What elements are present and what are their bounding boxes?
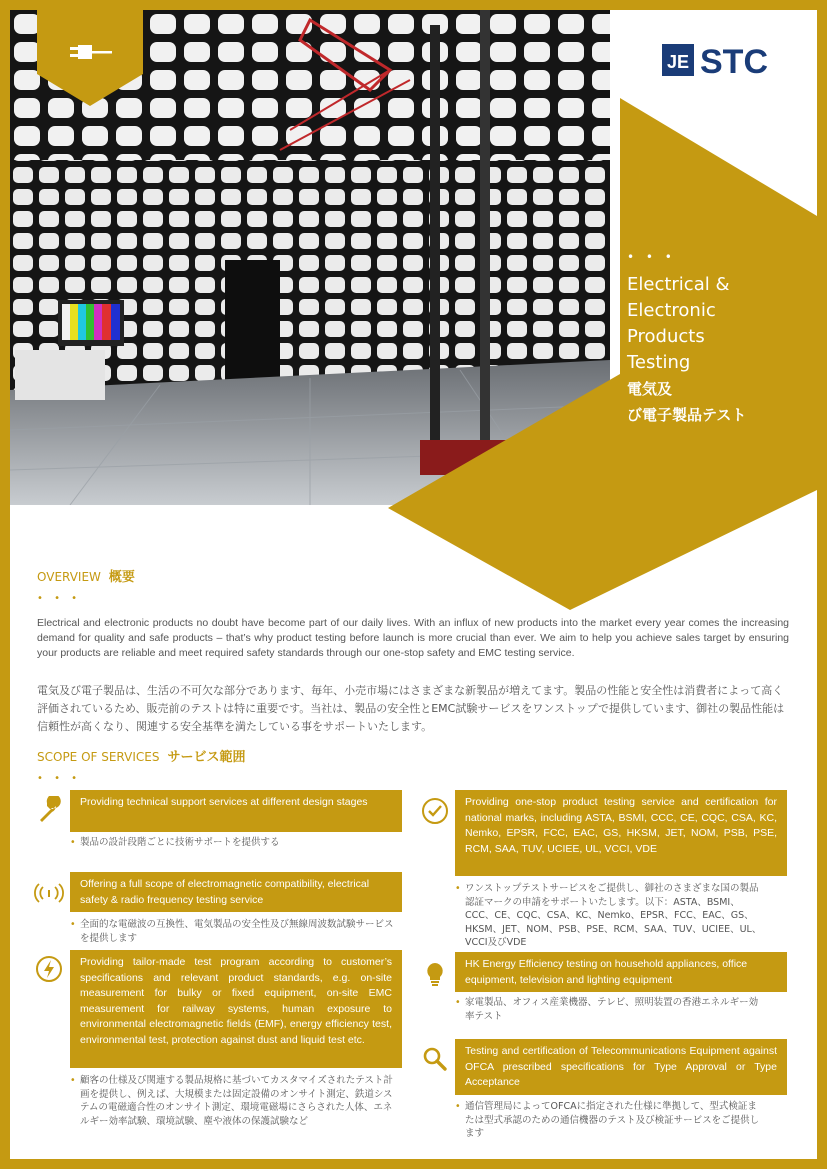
lightning-icon: [34, 954, 64, 984]
logo-text: STC: [700, 43, 768, 78]
service-1-title: Providing technical support services at different design stages: [70, 790, 402, 832]
service-6-title: Testing and certification of Telecommunications Equipment against OFCA prescribed specifications for Type Approval or Type Acceptance: [455, 1039, 787, 1095]
overview-heading: [37, 566, 135, 585]
service-1-jp: • 製品の設計段階ごとに技術サポートを提供する: [70, 836, 400, 850]
brochure-page: [10, 10, 817, 1159]
service-2-jp: • 全面的な電磁波の互換性、電気製品の安全性及び無線周波数試験サービスを提供します: [70, 918, 400, 945]
service-5-title: HK Energy Efficiency testing on household appliances, office equipment, television and lighting equipment: [455, 952, 787, 992]
service-4-title: Providing one-stop product testing service and certification for national marks, including ASTA, BSMI, CCC, CE, CQC, CSA, KC, Nemko, EPSR, FCC, EAC, GS, HKSM, JET, NOM, PSB, PSE, RCM, SAA, TUV, UCIEE, UL, VCCI, VDE: [455, 790, 787, 876]
hero-title-en-1: Electrical &: [627, 274, 730, 295]
hero-title-en-4: Testing: [627, 352, 691, 373]
wireless-signal-icon: [34, 878, 64, 908]
logo-mark: JE: [666, 52, 690, 72]
service-5-jp: • 家電製品、オフィス産業機器、テレビ、照明装置の香港エネルギー効率テスト: [455, 996, 765, 1023]
plug-icon: [66, 40, 116, 64]
overview-heading-en: OVERVIEW: [37, 570, 101, 584]
hero-title: [627, 250, 807, 428]
check-circle-icon: [420, 796, 450, 826]
magnifier-icon: [420, 1044, 450, 1074]
overview-heading-jp: 概要: [108, 570, 135, 585]
service-2-title: Offering a full scope of electromagnetic compatibility, electrical safety & radio frequency testing service: [70, 872, 402, 912]
light-bulb-icon: [420, 960, 450, 990]
scope-heading: [37, 746, 245, 765]
stc-logo: [662, 42, 790, 78]
scope-heading-en: SCOPE OF SERVICES: [37, 750, 160, 764]
hero-title-jp-2: び電子製品テスト: [627, 406, 747, 424]
overview-text-en: Electrical and electronic products no doubt have become part of our daily lives. With an influx of new products into the market every year comes the increasing demand for quality and safe products – that’s why product testing before launch is more crucial than ever. We aim to help you achieve sales target by ensuring your products are reliable and meet required safety standards through our one-stop safety and EMC testing service.: [37, 617, 789, 659]
overview-dots: • • •: [37, 593, 82, 604]
overview-text-jp: 電気及び電子製品は、生活の不可欠な部分であります、毎年、小売市場にはさまざまな新製品が増えてます。製品の性能と安全性は消費者によって高く評価されているため、販売前のテストは特に重要です。当社は、製品の安全性とEMC試験サービスをワンストップで提供しています、御社の製品性能は信頼性が高くなり、関連する安全基準を満たしている事をサポートいたします。: [37, 684, 785, 733]
hero-dots: • • •: [627, 250, 676, 264]
hero-title-en-2: Electronic: [627, 300, 716, 321]
service-6-jp: • 通信管理局によってOFCAに指定された仕様に準拠して、型式検証または型式承認のための通信機器のテスト及び検証サービスをご提供します: [455, 1100, 765, 1141]
service-3-jp: • 顧客の仕様及び関連する製品規格に基づいてカスタマイズされたテスト計画を提供し、例えば、大規模または固定設備のオンサイト測定、鉄道システムの電磁適合性のオンサイト測定、環境電磁場にさらされた人体、エネルギー効率試験、環境試験、塵や液体の保護試験など: [70, 1074, 400, 1128]
service-4-jp: • ワンストップテストサービスをご提供し、御社のさまざまな国の製品認証マークの申請をサポートいたします。以下：ASTA、BSMI、CCC、CE、CQC、CSA、KC、Nemko、EPSR、FCC、EAC、GS、HKSM、JET、NOM、PSB、PSE、RCM、SAA、TUV、UCIEE、UL、VCCI及びVDE: [455, 882, 765, 950]
hero-title-en-3: Products: [627, 326, 705, 347]
wrench-icon: [34, 796, 64, 826]
scope-heading-jp: サービス範囲: [167, 750, 246, 765]
hero-title-jp-1: 電気及: [627, 380, 673, 398]
scope-dots: • • •: [37, 773, 82, 784]
service-3-title: Providing tailor-made test program according to customer’s specifications and relevant product standards, e.g. on-site measurement for bulky or fixed equipment, on-site EMC measurement for railway systems, human exposure to environmental electromagnetic fields (EMF), energy efficiency test, environmental test, protection against dust and liquid test etc.: [70, 950, 402, 1068]
